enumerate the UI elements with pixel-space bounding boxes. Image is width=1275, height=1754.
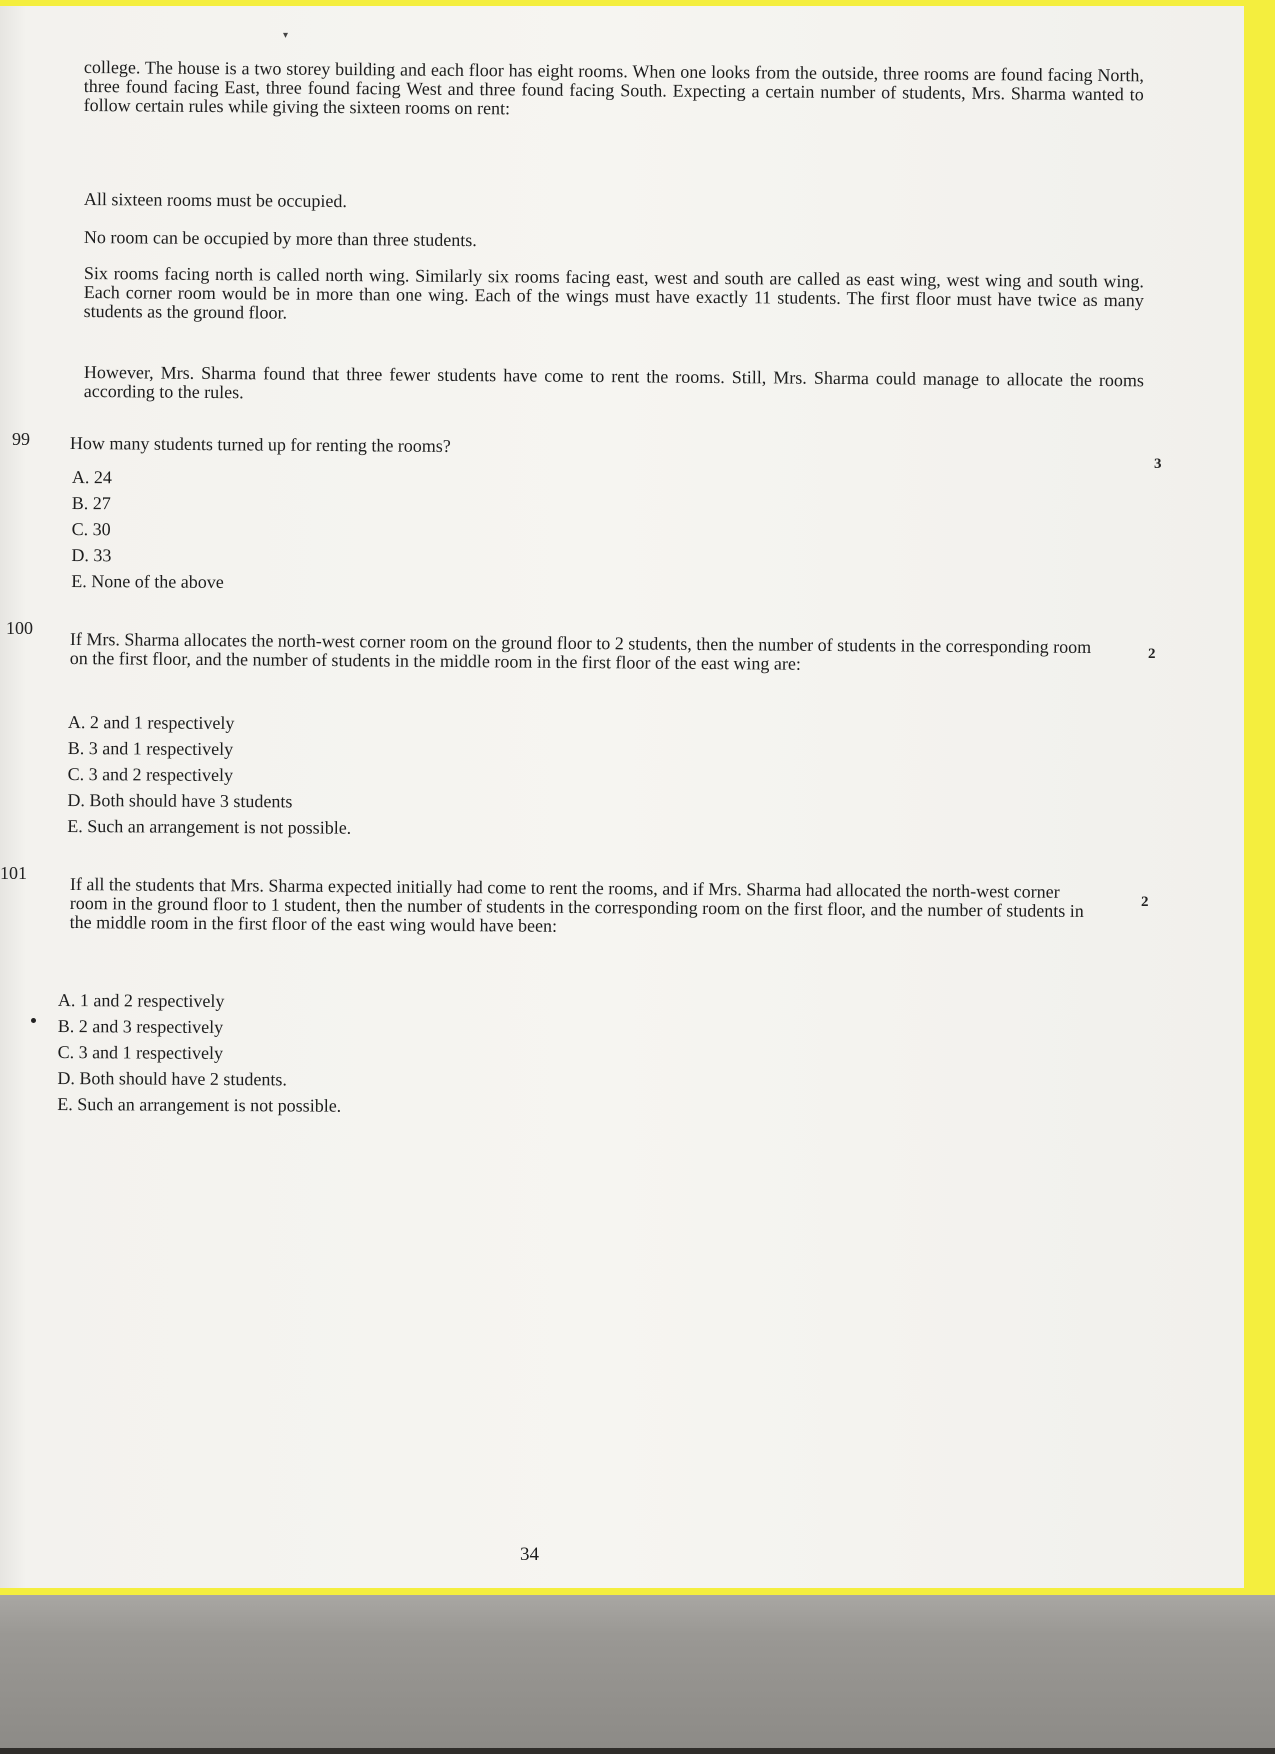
option: D. 33 bbox=[71, 544, 112, 566]
question-number-100: 100 bbox=[6, 618, 33, 638]
option: A. 1 and 2 respectively bbox=[57, 989, 225, 1012]
question-100-options bbox=[67, 709, 352, 841]
option: B. 2 and 3 respectively bbox=[57, 1015, 224, 1038]
option: C. 30 bbox=[71, 518, 111, 540]
stray-dot bbox=[31, 1018, 36, 1023]
option: D. Both should have 3 students bbox=[67, 789, 293, 812]
scan-mark: ▾ bbox=[283, 30, 289, 41]
page-number: 34 bbox=[520, 1544, 539, 1565]
option: E. None of the above bbox=[71, 570, 224, 592]
question-99-text: How many students turned up for renting the rooms? bbox=[69, 433, 451, 456]
question-100-marks: 2 bbox=[1148, 646, 1156, 662]
scanner-bottom-band bbox=[0, 1595, 1275, 1754]
question-100-text: If Mrs. Sharma allocates the north-west corner room on the ground floor to 2 students, then the number of students in the corresponding room on the first floor, and the number of students in the middle room in the first floor of the east wing are: bbox=[69, 629, 1092, 674]
option: E. Such an arrangement is not possible. bbox=[57, 1093, 342, 1116]
intro-paragraph-1: college. The house is a two storey building and each floor has eight rooms. When one looks from the outside, three rooms are found facing North, three found facing East, three found facing West and three found facing South. Expecting a certain number of students, Mrs. Sharma wanted to follow certain rules while giving the sixteen rooms on rent: bbox=[83, 57, 1144, 119]
question-99-options bbox=[71, 464, 224, 595]
question-101-text: If all the students that Mrs. Sharma expected initially had come to rent the rooms, and if Mrs. Sharma had allocated the north-west corner room in the ground floor to 1 student, then the number of students in the corresponding room on the first floor, and the number of students in the middle room in the first floor of the east wing would have been: bbox=[69, 874, 1084, 936]
question-99-marks: 3 bbox=[1154, 456, 1162, 472]
option: B. 3 and 1 respectively bbox=[67, 737, 234, 760]
question-101-options bbox=[57, 987, 342, 1119]
option: B. 27 bbox=[71, 492, 111, 514]
option: A. 2 and 1 respectively bbox=[67, 711, 235, 734]
question-101-marks: 2 bbox=[1141, 894, 1149, 910]
rule-wings: Six rooms facing north is called north wing. Similarly six rooms facing east, west and south are called as east wing, west wing and south wing. Each corner room would be in more than one wing. Each of the wings must have exactly 11 students. The first floor must have twice as many students as the ground floor. bbox=[83, 263, 1144, 323]
intro-paragraph-fewer-students: However, Mrs. Sharma found that three fewer students have come to rent the rooms. Still, Mrs. Sharma could manage to allocate the rooms according to the rules. bbox=[83, 362, 1144, 403]
option: A. 24 bbox=[71, 466, 112, 488]
option: E. Such an arrangement is not possible. bbox=[67, 815, 352, 838]
option: D. Both should have 2 students. bbox=[57, 1067, 288, 1090]
question-number-101: 101 bbox=[0, 863, 27, 883]
rule-max-three-students: No room can be occupied by more than three students. bbox=[83, 227, 477, 251]
rule-all-rooms-occupied: All sixteen rooms must be occupied. bbox=[83, 189, 347, 212]
document-page bbox=[0, 6, 1244, 1588]
option: C. 3 and 2 respectively bbox=[67, 763, 234, 786]
option: C. 3 and 1 respectively bbox=[57, 1041, 224, 1064]
question-number-99: 99 bbox=[12, 429, 30, 449]
